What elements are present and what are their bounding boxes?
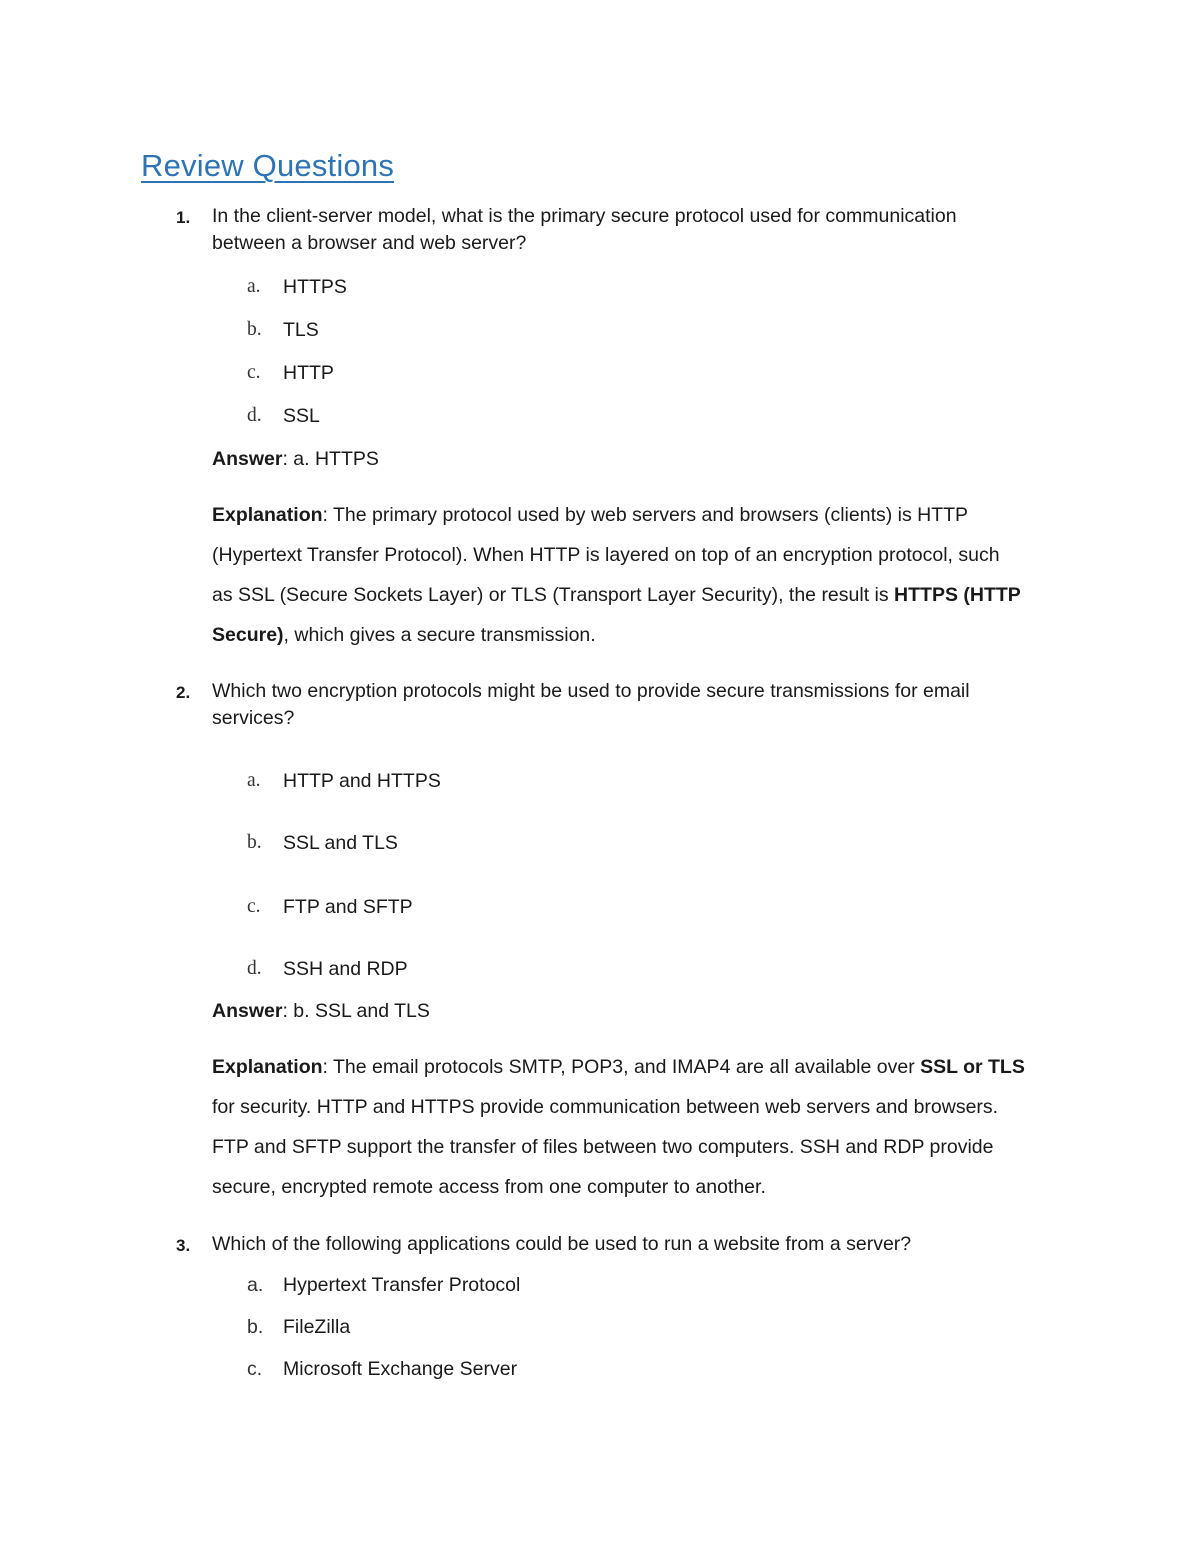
option-text: Hypertext Transfer Protocol [283,1274,521,1296]
option-letter: b. [247,319,262,340]
explanation-line: for security. HTTP and HTTPS provide communication between web servers and browsers. [212,1096,999,1118]
option-letter: a. [247,276,261,297]
answer-line [212,1000,430,1023]
explanation-bold: SSL or TLS [920,1056,1025,1078]
answer-label: Answer [212,448,283,470]
option-letter: d. [247,405,262,426]
question-text-line: services? [212,707,295,729]
answer-line [212,448,379,471]
option-letter: b. [247,832,262,853]
option-text: HTTP [283,362,334,384]
question-text-line: In the client-server model, what is the primary secure protocol used for communication [212,205,957,227]
option-letter: d. [247,958,262,979]
answer-value: : a. HTTPS [282,448,379,470]
option-text: HTTPS [283,276,347,298]
option-text: SSL and TLS [283,832,398,854]
explanation-label: Explanation [212,504,323,526]
option-letter: a. [247,1274,264,1296]
option-text: FTP and SFTP [283,896,413,918]
option-text: SSH and RDP [283,958,408,980]
option-text: FileZilla [283,1316,351,1338]
explanation-line [212,624,596,647]
explanation-text: , which gives a secure transmission. [283,624,596,646]
explanation-line [212,584,1021,607]
option-letter: c. [247,896,261,917]
question-number: 2. [176,683,191,702]
explanation-line: (Hypertext Transfer Protocol). When HTTP is layered on top of an encryption protocol, such [212,544,1000,566]
answer-label: Answer [212,1000,283,1022]
explanation-line: secure, encrypted remote access from one computer to another. [212,1176,766,1198]
explanation-bold: Secure) [212,624,284,646]
explanation-text: : The email protocols SMTP, POP3, and IMAP4 are all available over [322,1056,921,1078]
answer-value: : b. SSL and TLS [282,1000,430,1022]
option-letter: a. [247,770,261,791]
explanation-text: as SSL (Secure Sockets Layer) or TLS (Transport Layer Security), the result is [212,584,895,606]
question-text-line: between a browser and web server? [212,232,527,254]
option-text: TLS [283,319,319,341]
question-number: 1. [176,208,191,227]
option-letter: c. [247,1358,263,1380]
explanation-text: : The primary protocol used by web servers and browsers (clients) is HTTP [322,504,969,526]
explanation-line [212,504,968,527]
option-letter: b. [247,1316,264,1338]
option-text: SSL [283,405,320,427]
option-text: Microsoft Exchange Server [283,1358,518,1380]
question-text-line: Which two encryption protocols might be used to provide secure transmissions for email [212,680,970,702]
option-letter: c. [247,362,261,383]
page-title: Review Questions [141,148,395,183]
explanation-bold: HTTPS (HTTP [894,584,1021,606]
explanation-label: Explanation [212,1056,323,1078]
explanation-line: FTP and SFTP support the transfer of files between two computers. SSH and RDP provide [212,1136,994,1158]
explanation-line [212,1056,1025,1079]
option-text: HTTP and HTTPS [283,770,441,792]
question-number: 3. [176,1236,191,1255]
question-text-line: Which of the following applications could be used to run a website from a server? [212,1233,912,1255]
